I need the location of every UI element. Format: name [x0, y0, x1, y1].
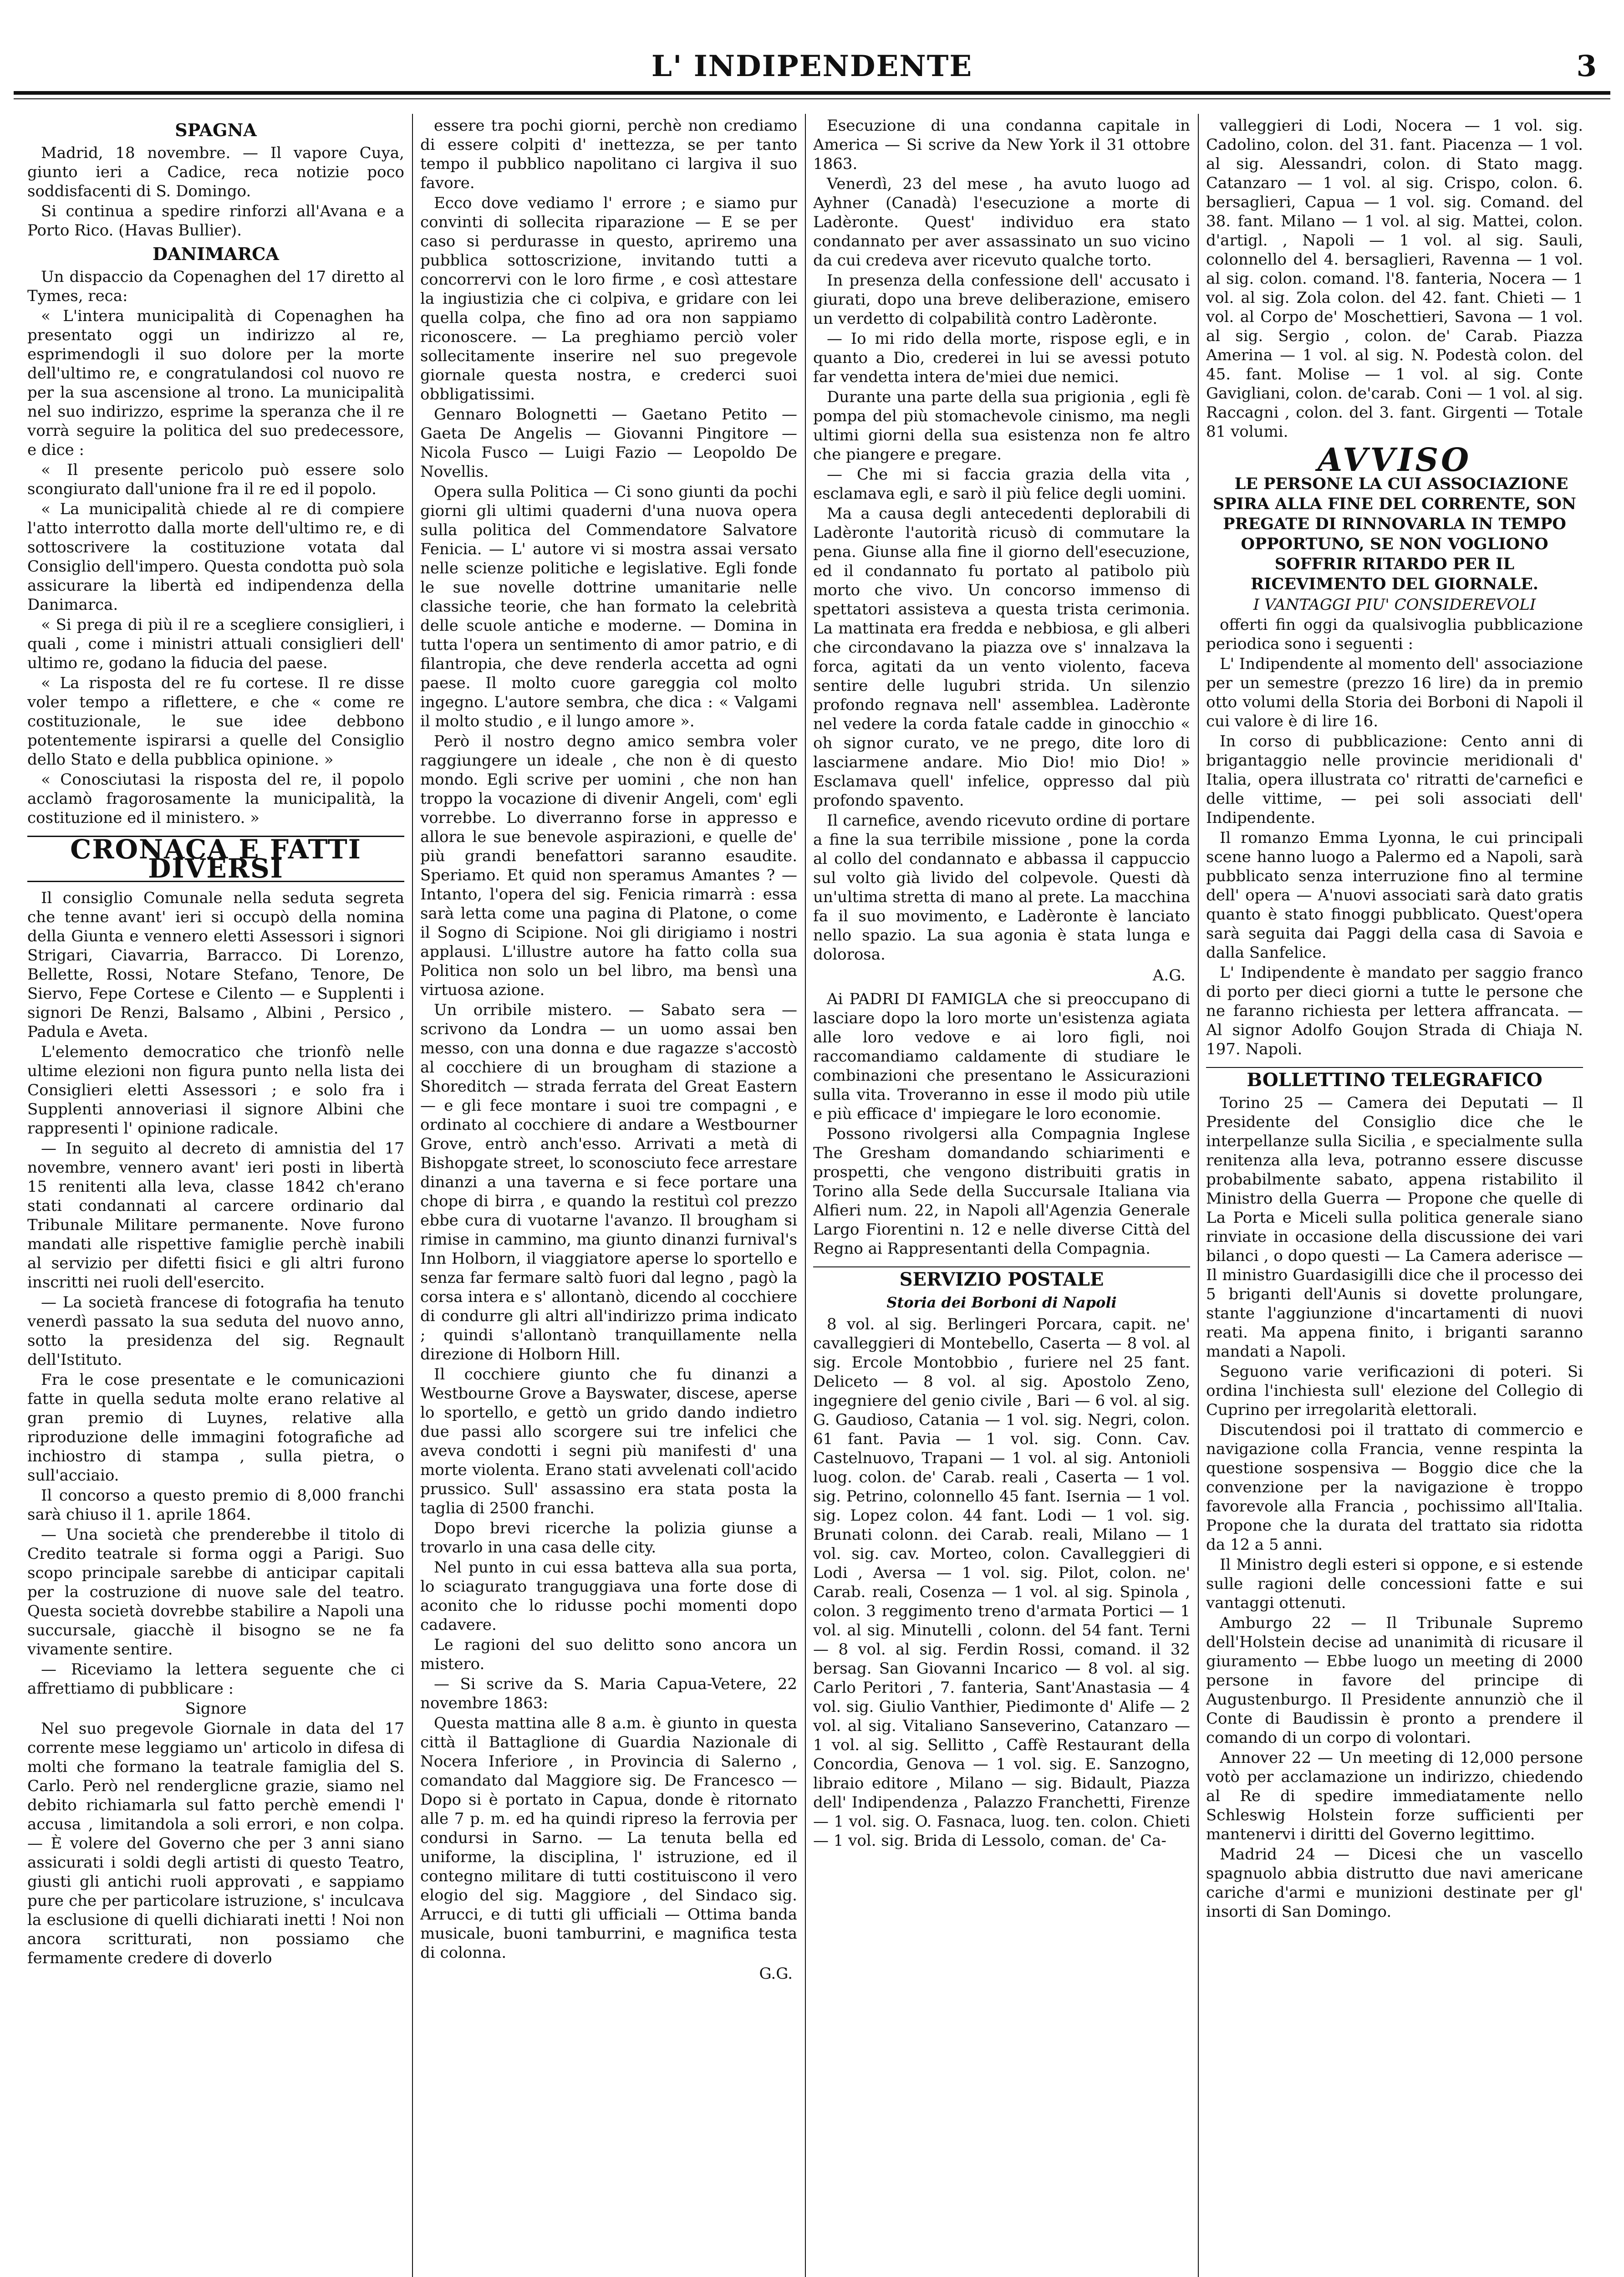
article-paragraph: Durante una parte della sua prigionia , egli fè pompa del più stomachevole cinismo, ma negli ultimi giorni della sua esistenza non fe altro che piangere e pregare.	[813, 388, 1190, 464]
article-paragraph: Possono rivolgersi alla Compagnia Inglese The Gresham domandando schiarimenti e prospetti, che vengono distribuiti gratis in Torino alla Sede della Succursale Italiana via Alfieri num. 22, in Napoli all'Agenzia Generale Largo Fiorentini n. 12 e nelle diverse Città del Regno ai Rappresentanti della Compagnia.	[813, 1125, 1190, 1258]
article-paragraph: Madrid, 18 novembre. — Il vapore Cuya, giunto ieri a Cadice, reca notizie poco soddisfacenti di S. Domingo.	[27, 144, 404, 200]
column-divider	[412, 114, 413, 2277]
article-paragraph: — Riceviamo la lettera seguente che ci affrettiamo di pubblicare :	[27, 1660, 404, 1698]
article-paragraph: essere tra pochi giorni, perchè non crediamo di essere colpiti d' inettezza, se per tanto tempo il pubblico napolitano ci largiva il suo favore.	[420, 117, 797, 192]
letter-salutation: Signore	[185, 1700, 247, 1718]
article-paragraph: Ai PADRI DI FAMIGLA che si preoccupano di lasciare dopo la loro morte un'esistenza agiata alle loro vedove e ai loro figli, noi raccomandiamo caldamente di studiare le combinazioni che presentano le Assicurazioni sulla vita. Troveranno in esse il modo più utile e più efficace d' impiegare le loro economie.	[813, 990, 1190, 1123]
header-rule-thin	[14, 98, 1610, 99]
article-paragraph: Il concorso a questo premio di 8,000 franchi sarà chiuso il 1. aprile 1864.	[27, 1486, 404, 1524]
article-paragraph: — Una società che prenderebbe il titolo di Credito teatrale si forma oggi a Parigi. Suo scopo principale sarebbe di anticipar capitali per la costruzione di nuove sale del teatro. Questa società dovrebbe stabilire a Napoli una succursale, giacchè il bisogno se ne fa vivamente sentire.	[27, 1526, 404, 1659]
article-paragraph: Seguono varie verificazioni di poteri. Si ordina l'inchiesta sull' elezione del Collegio di Cuprino per irregolarità elettorali.	[1206, 1363, 1583, 1419]
article-paragraph: L' Indipendente è mandato per saggio franco di porto per dieci giorni a tutte le persone che ne faranno richiesta per lettera affrancata. — Al signor Adolfo Goujon Strada di Chiaja N. 197. Napoli.	[1206, 964, 1583, 1058]
article-paragraph: Ecco dove vediamo l' errore ; e siamo pur convinti di sollecita riparazione — E se per caso si perdurasse in questo, apriremo una pubblica sottoscrizione, invitando tutti a concorrervi con le loro firme , e così attestare la ingiustizia che ci colpiva, e gridare con lei quella colpa, che fino ad ora non sappiamo riconoscere. — La preghiamo perciò voler sollecitamente inserire nel suo pregevole giornale questa nostra, e crederci suoi obbligatissimi.	[420, 194, 797, 403]
section-title-bollettino: BOLLETTINO TELEGRAFICO	[1206, 1067, 1583, 1090]
article-paragraph: Dopo brevi ricerche la polizia giunse a trovarlo in una casa delle city.	[420, 1519, 797, 1557]
article-paragraph: Annover 22 — Un meeting di 12,000 persone votò per acclamazione un indirizzo, chiedendo al Re di spedire immediatamente nello Schleswig Holstein forze sufficienti per mantenervi i diritti del Governo legittimo.	[1206, 1749, 1583, 1843]
article-paragraph: Le ragioni del suo delitto sono ancora un mistero.	[420, 1636, 797, 1673]
section-title-spagna: SPAGNA	[175, 120, 257, 140]
article-paragraph: valleggieri di Lodi, Nocera — 1 vol. sig. Cadolino, colon. del 31. fant. Piacenza — 1 vol. al sig. Alessandri, colon. di Stato magg. Catanzaro — 1 vol. al sig. Crispo, colon. 6. bersaglieri, Capua — 1 vol. sig. Comand. del 38. fant. Milano — 1 vol. al sig. Mattei, colon. d'artigl. , Napoli — 1 vol. al sig. Sauli, colonnello del 4. bersaglieri, Ravenna — 1 vol. al sig. colon. comand. l'8. fanteria, Nocera — 1 vol. al sig. Zola colon. del 42. fant. Chieti — 1 vol. al Corpo de' Moschettieri, Savona — 1 vol. al sig. Sergio , colon. de' Carab. Piazza Amerina — 1 vol. al sig. N. Podestà colon. del 45. fant. Molise — 1 vol. al sig. Conte Gavigliani, colon. de'carab. Coni — 1 vol. al sig. Raccagni , colon. del 3. fant. Girgenti — Totale 81 volumi.	[1206, 117, 1583, 441]
article-paragraph: — Si scrive da S. Maria Capua-Vetere, 22 novembre 1863:	[420, 1675, 797, 1712]
article-paragraph: Opera sulla Politica — Ci sono giunti da pochi giorni gli ultimi quaderni d'una nuova opera sulla politica del Commendatore Salvatore Fenicia. — L' autore vi si mostra assai versato nelle scienze politiche e legislative. Egli fonde le sue novelle dottrine umanitarie nelle classiche teorie, che han formato la celebrità delle scuole antiche e moderne. — Domina in tutta l'opera un sentimento di amor patrio, e di filantropia, che deve renderla accetta ad ogni paese. Il molto cuore gareggia col molto ingegno. L'autore sembra, che dica : « Valgami il molto studio , e il lungo amore ».	[420, 483, 797, 730]
article-paragraph: — In seguito al decreto di amnistia del 17 novembre, vennero avant' ieri posti in libertà 15 renitenti alla leva, classe 1842 ch'erano stati condannati al carcere ordinario dal Tribunale Militare permanente. Nove furono mandati alle rispettive famiglie perchè inabili al servizio per difetti fisici e gli altri furono inscritti nei ruoli dell'esercito.	[27, 1139, 404, 1292]
article-paragraph: Madrid 24 — Dicesi che un vascello spagnuolo abbia distrutto due navi americane cariche d'armi e munizioni destinate per gl' insorti di San Domingo.	[1206, 1845, 1583, 1921]
column-4	[1206, 116, 1583, 2277]
section-subtitle: Storia dei Borboni di Napoli	[886, 1294, 1117, 1311]
article-paragraph: Nel suo pregevole Giornale in data del 17 corrente mese leggiamo un' articolo in difesa di molti che formano la teatrale famiglia del S. Carlo. Però nel renderglicne grazie, siamo nel debito richiamarla sul fatto perchè emendi l' accusa , limitandola a soli errori, e non colpa. — È volere del Governo che per 3 anni siano assicurati i soldi degli artisti di questo Teatro, giusti gli antichi ruoli approvati , e sappiamo pure che per particolare istruzione, s' inculcava la esclusione di quelli dichiarati inetti ! Noi non ancora scritturati, non possiamo che fermamente credere di doverlo	[27, 1720, 404, 1967]
article-paragraph: Amburgo 22 — Il Tribunale Supremo dell'Holstein decise ad unanimità di ricusare il giuramento — Ebbe luogo un meeting di 2000 persone in favore del principe di Augustenburgo. Il Presidente annunziò che il Conte di Baudissin è pronto a prendere il comando di un corpo di volontari.	[1206, 1614, 1583, 1747]
article-paragraph: « Si prega di più il re a scegliere consiglieri, i quali , come i ministri attuali consiglieri dell' ultimo re, godano la fiducia del paese.	[27, 616, 404, 672]
column-3	[813, 116, 1190, 2277]
article-paragraph: Discutendosi poi il trattato di commercio e navigazione colla Francia, venne respinta la questione sospensiva — Boggio dice che la convenzione per la navigazione è troppo favorevole alla Francia , pochissimo all'Italia. Propone che la durata del trattato sia ridotta da 12 a 5 anni.	[1206, 1421, 1583, 1554]
article-paragraph: « Conosciutasi la risposta del re, il popolo acclamò fragorosamente la municipalità, la costituzione ed il ministero. »	[27, 771, 404, 827]
newspaper-masthead: L' INDIPENDENTE	[651, 49, 973, 83]
article-paragraph: Un dispaccio da Copenaghen del 17 diretto al Tymes, reca:	[27, 268, 404, 305]
article-paragraph: Esecuzione di una condanna capitale in America — Si scrive da New York il 31 ottobre 1863.	[813, 117, 1190, 173]
article-paragraph: « La risposta del re fu cortese. Il re disse voler tempo a riflettere, e che « come re costituzionale, le sue idee debbono potentemente ispirarsi a quelle del Consiglio dello Stato e della pubblica opinione. »	[27, 674, 404, 769]
article-signature: A.G.	[1152, 966, 1186, 985]
letter-signatures: Gennaro Bolognetti — Gaetano Petito — Gaeta De Angelis — Giovanni Pingitore — Nicola Fusco — Luigi Fazio — Leopoldo De Novellis.	[420, 405, 797, 481]
article-paragraph: Venerdì, 23 del mese , ha avuto luogo ad Ayhner (Canadà) l'esecuzione a morte di Ladèronte. Quest' individuo era stato condannato per aver assassinato un suo vicino da cui credeva aver ricevuto qualche torto.	[813, 175, 1190, 270]
article-paragraph: Però il nostro degno amico sembra voler raggiungere un ideale , che non è di questo mondo. Egli scrive per uomini , che non han troppo la vocazione di divenir Angeli, com' egli vorrebbe. Lo diverranno forse in appresso e allora le sue benevole aspirazioni, e quelle de' più grandi benefattori saranno esaudite. Speriamo. Et quid non speramus Amantes ? — Intanto, l'opera del sig. Fenicia rimarrà : essa sarà letta come una pagina di Platone, o come il Sogno di Scipione. Noi gli dirigiamo i nostri applausi. L'illustre autore ha fatto colla sua Politica non solo un bel libro, ma bensì una virtuosa azione.	[420, 732, 797, 999]
article-paragraph: Si continua a spedire rinforzi all'Avana e a Porto Rico. (Havas Bullier).	[27, 202, 404, 240]
article-paragraph: « L'intera municipalità di Copenaghen ha presentato oggi un indirizzo al re, esprimendogli il suo dolore per la morte dell'ultimo re, e congratulandosi col nuovo re per la sua ascensione al trono. La municipalità nel suo indirizzo, esprime la speranza che il re vorrà seguire la politica del suo predecessore, e dice :	[27, 307, 404, 459]
article-paragraph: Fra le cose presentate e le comunicazioni fatte in quella seduta molte erano relative al gran premio di Luynes, relative alla riproduzione delle immagini fotografiche ad inchiostro di stampa , sulla pietra, o sull'acciaio.	[27, 1371, 404, 1485]
article-paragraph: Ma a causa degli antecedenti deplorabili di Ladèronte l'autorità ricusò di commutare la pena. Giunse alla fine il giorno dell'esecuzione, ed il condannato fu portato al patibolo più morto che vivo. Un concorso immenso di spettatori assisteva a questa trista cerimonia. La mattinata era fredda e nebbiosa, e gli alberi che circondavano la piazza ove s' innalzava la forca, agitati da un vento violento, faceva sentire delle lugubri strida. Un silenzio profondo regnava nell' assemblea. Ladèronte nel vedere la corda fatale cadde in ginocchio « oh signor curato, ve ne prego, dite loro di lasciarmene andare. Mio Dio! mio Dio! » Esclamava quell' infelice, oppresso dal più profondo spavento.	[813, 505, 1190, 810]
article-paragraph: — La società francese di fotografia ha tenuto venerdì passato la sua seduta del nuovo anno, sotto la presidenza del sig. Regnault dell'Istituto.	[27, 1293, 404, 1369]
article-paragraph: L' Indipendente al momento dell' associazione per un semestre (prezzo 16 lire) da in premio otto volumi della Storia dei Borboni di Napoli il cui valore è di lire 16.	[1206, 655, 1583, 730]
column-1	[27, 116, 404, 2277]
article-paragraph: Nel punto in cui essa batteva alla sua porta, lo sciagurato tranguggiava una forte dose di aconito che lo ridusse pochi momenti dopo cadavere.	[420, 1558, 797, 1634]
article-paragraph: 8 vol. al sig. Berlingeri Porcara, capit. ne' cavalleggieri di Montebello, Caserta — 8 vol. al sig. Ercole Montobbio , furiere nel 25 fant. Deliceto — 8 vol. al sig. Apostolo Zeno, ingegniere del genio civile , Bari — 6 vol. al sig. G. Gaudioso, Catania — 1 vol. sig. Negri, colon. 61 fant. Pavia — 1 vol. sig. Conn. Cav. Castelnuovo, Trapani — 1 vol. al sig. Antonioli luog. colon. de' Carab. reali , Caserta — 1 vol. sig. Petrino, colonnello 45 fant. Isernia — 1 vol. sig. Lopez colon. 44 fant. Lodi — 1 vol. sig. Brunati colonn. dei Carab. reali, Milano — 1 vol. sig. cav. Morteo, colon. Cavalleggieri di Lodi , Aversa — 1 vol. sig. Pilot, colon. ne' Carab. reali, Cosenza — 1 vol. al sig. Spinola , colon. 3 reggimento treno d'armata Portici — 1 vol. al sig. Minutelli , colonn. del 54 fant. Terni — 8 vol. al sig. Ferdin Rossi, comand. il 32 bersag. San Giovanni Incarico — 8 vol. al sig. Carlo Peritori , 7. fanteria, Sant'Anastasia — 4 vol. sig. Giulio Vanthier, Piedimonte d' Alife — 2 vol. al sig. Vitaliano Sanseverino, Catanzaro — 1 vol. al sig. Sellitto , Caffè Restaurant della Concordia, Genova — 1 vol. sig. E. Sanzogno, libraio editore , Milano — sig. Bidault, Piazza dell' Indipendenza , Palazzo Franchetti, Firenze — 1 vol. sig. O. Fasnaca, luog. ten. colon. Chieti — 1 vol. sig. Brida di Lessolo, coman. de' Ca-	[813, 1315, 1190, 1850]
avviso-notice: LE PERSONE LA CUI ASSOCIAZIONE SPIRA ALLA FINE DEL CORRENTE, SON PREGATE DI RINNOVARLA IN TEMPO OPPORTUNO, SE NON VOGLIONO SOFFRIR RITARDO PER IL RICEVIMENTO DEL GIORNALE.	[1212, 475, 1577, 593]
article-paragraph: Il Ministro degli esteri si oppone, e si estende sulle ragioni delle concessioni fatte e sui vantaggi ottenuti.	[1206, 1556, 1583, 1612]
section-title-cronaca: CRONACA E FATTI DIVERSI	[27, 836, 404, 882]
article-paragraph: Il cocchiere giunto che fu dinanzi a Westbourne Grove a Bayswater, discese, aperse lo sportello, e gettò un grido dando indietro due passi allo scorgere sui tre infelici che aveva condotti i segni più manifesti d' una morte violenta. Erano stati avvelenati coll'acido prussico. Sull' assassino era stata posta la taglia di 2500 franchi.	[420, 1365, 797, 1517]
article-paragraph: Il consiglio Comunale nella seduta segreta che tenne avant' ieri si occupò della nomina della Giunta e vennero eletti Assessori i signori Strigari, Ciavarria, Barracco. Di Lorenzo, Bellette, Rossi, Notare Stefano, Tenore, De Siervo, Fepe Cortese e Cilento — e Supplenti i signori De Renzi, Balsamo , Albini , Persico , Padula e Aveta.	[27, 889, 404, 1041]
column-divider	[805, 114, 806, 2277]
article-paragraph: Questa mattina alle 8 a.m. è giunto in questa città il Battaglione di Guardia Nazionale di Nocera Inferiore , in Provincia di Salerno , comandato dal Maggiore sig. De Francesco — Dopo si è portato in Capua, donde è ritornato alle 7 p. m. ed ha quindi ripreso la ferrovia per condursi in Sarno. — La tenuta bella ed uniforme, la disciplina, l' istruzione, ed il contegno militare di tutti costituiscono il vero elogio del sig. Maggiore , del Sindaco sig. Arrucci, e di tutti gli ufficiali — Ottima banda musicale, buoni tamburrini, e magnifica testa di colonna.	[420, 1714, 797, 1962]
article-paragraph: Il carnefice, avendo ricevuto ordine di portare a fine la sua terribile missione , pone la corda al collo del condannato e abbassa il cappuccio sul volto già livido del colpevole. Questi dà un'ultima stretta di mano al prete. La macchina fa il suo movimento, e Ladèronte è lanciato nello spazio. La sua agonia è stata lunga e dolorosa.	[813, 812, 1190, 964]
article-paragraph: Torino 25 — Camera dei Deputati — Il Presidente del Consiglio dice che le interpellanze sulla Sicilia , e specialmente sulla renitenza alla leva, potranno essere discusse probabilmente sabato, appena ristabilito il Ministro della Guerra — Propone che quelle di La Porta e Miceli sulla politica generale siano rinviate in occasione della discussione dei vari bilanci , o dopo questi — La Camera aderisce — Il ministro Guardasigilli dice che il processo dei 5 briganti dell'Aunis si dovette prolungare, stante l'aggiunzione d'incartamenti di nuovi reati. Ma appena finito, i briganti saranno mandati a Napoli.	[1206, 1094, 1583, 1361]
article-paragraph: L'elemento democratico che trionfò nelle ultime elezioni non figura punto nella lista dei Consiglieri eletti Assessori ; e solo fra i Supplenti annoveriasi il signore Albini che rappresenti l' opinione radicale.	[27, 1043, 404, 1138]
column-divider	[1198, 114, 1199, 2277]
article-paragraph: offerti fin oggi da qualsivoglia pubblicazione periodica sono i seguenti :	[1206, 616, 1583, 653]
header-rule-thick	[14, 91, 1610, 95]
page-number: 3	[1576, 49, 1597, 83]
article-paragraph: Il romanzo Emma Lyonna, le cui principali scene hanno luogo a Palermo ed a Napoli, sarà pubblicato senza interruzione fino al termine dell' opera — A'nuovi associati sarà dato gratis quanto è stato finoggi pubblicato. Quest'opera sarà seguita dai Paggi della casa di Savoia e dalla Sanfelice.	[1206, 829, 1583, 962]
page-header	[0, 0, 1624, 114]
column-2	[420, 116, 797, 2277]
article-paragraph: « La municipalità chiede al re di compiere l'atto interrotto dalla morte dell'ultimo re, e di sottoscrivere la costituzione votata dal Consiglio dell'impero. Questa condotta può sola assicurare la libertà ed indipendenza della Danimarca.	[27, 500, 404, 614]
article-paragraph: Un orribile mistero. — Sabato sera — scrivono da Londra — un uomo assai ben messo, con una donna e due ragazze s'accostò al cocchiere di un brougham di stazione a Shoreditch — strada ferrata del Great Eastern — e gli fece montare i suoi tre compagni , e ordinato al cocchiere di andare a Westbourner Grove, entrò anch'esso. Arrivati a metà di Bishopgate street, lo sconosciuto fece arrestare dinanzi a una taverna e si fece portare una chope di birra , e quando la restituì col prezzo ebbe cura di vuotarne l'avanzo. Il brougham si rimise in cammino, ma giunto dinanzi furnival's Inn Holborn, il viaggiatore aperse lo sportello e senza far fermare saltò fuori dal legno , pagò la corsa intera e s' allontanò, dicendo al cocchiere di condurre gli altri all'indirizzo prima indicato ; quindi s'allontanò tranquillamente nella direzione di Holborn Hill.	[420, 1001, 797, 1363]
vantaggi-heading: I VANTAGGI PIU' CONSIDEREVOLI	[1253, 596, 1536, 614]
article-paragraph: In corso di pubblicazione: Cento anni di brigantaggio nelle provincie meridionali d' Italia, opera illustrata co' ritratti de'carnefici e delle vittime, — pei soli associati dell' Indipendente.	[1206, 732, 1583, 827]
article-paragraph: In presenza della confessione dell' accusato i giurati, dopo una breve deliberazione, emisero un verdetto di colpabilità contro Ladèronte.	[813, 271, 1190, 328]
section-title-danimarca: DANIMARCA	[153, 244, 279, 264]
article-paragraph: « Il presente pericolo può essere solo scongiurato dall'unione fra il re ed il popolo.	[27, 461, 404, 498]
avviso-heading: AVVISO	[1317, 441, 1472, 479]
section-title-servizio-postale: SERVIZIO POSTALE	[813, 1266, 1190, 1289]
article-paragraph: — Io mi rido della morte, rispose egli, e in quanto a Dio, crederei in lui se avessi potuto far vendetta intera de'miei due nemici.	[813, 330, 1190, 386]
article-signature: G.G.	[759, 1965, 793, 1983]
article-paragraph: — Che mi si faccia grazia della vita , esclamava egli, e sarò il più felice degli uomini.	[813, 465, 1190, 503]
